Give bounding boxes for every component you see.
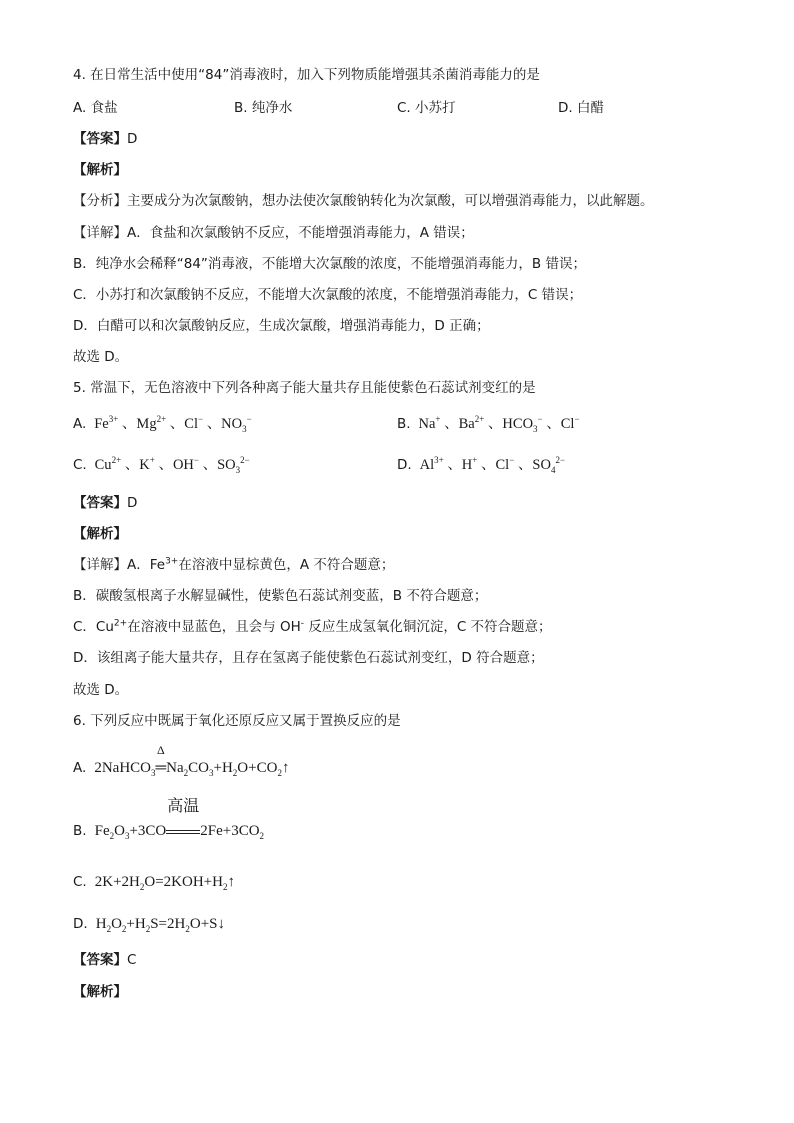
answer-label: 【答案】 [73, 952, 127, 968]
q4-detail-a: 【详解】A．食盐和次氯酸钠不反应，不能增强消毒能力，A 错误； [73, 225, 474, 241]
q5-conclusion: 故选 D。 [73, 682, 129, 698]
q5-detail-c [73, 617, 552, 637]
q4-option-a: A. 食盐 [73, 100, 118, 116]
equation: 2NaHCO$_3$ Δ $═Na_2CO_3+H_2O+CO_2↑$ [90, 743, 290, 778]
option-letter: B. [397, 416, 411, 432]
q6-option-b [73, 796, 265, 841]
equation: $H_2O_2+H_2S=2H_2O+S↓$ [91, 916, 225, 934]
option-letter: B. [73, 823, 87, 839]
q4-answer-line [73, 129, 137, 149]
q6-answer-value: C [127, 952, 137, 968]
q4-stem: 4. 在日常生活中使用“84”消毒液时，加入下列物质能增强其杀菌消毒能力的是 [73, 67, 540, 83]
text: C．Cu [73, 619, 114, 635]
q5-option-c [73, 455, 250, 475]
option-letter: A. [73, 416, 87, 432]
high-temp-label: 高温 [167, 796, 200, 815]
q5-analysis-label: 【解析】 [73, 526, 127, 542]
superscript: 2+ [113, 618, 128, 629]
q6-analysis-label: 【解析】 [73, 984, 127, 1000]
option-letter: D. [397, 457, 412, 473]
text: 在溶液中显棕黄色，A 不符合题意； [178, 557, 395, 573]
q6-stem: 6. 下列反应中既属于氧化还原反应又属于置换反应的是 [73, 713, 401, 729]
ion-formula: Na+ 、$Ba^{2+}$ 、$HCO_3^-$ 、Cl− [414, 414, 580, 434]
q6-answer-line [73, 950, 136, 970]
q5-detail-b: B．碳酸氢根离子水解显碱性，使紫色石蕊试剂变蓝，B 不符合题意； [73, 588, 488, 604]
q6-option-c [73, 872, 235, 892]
q5-detail-a [73, 555, 394, 575]
text: 在溶液中显蓝色，且会与 OH [127, 619, 301, 635]
q5-answer-value: D [127, 495, 138, 511]
q5-option-b [397, 414, 580, 434]
q5-stem: 5. 常温下，无色溶液中下列各种离子能大量共存且能使紫色石蕊试剂变红的是 [73, 380, 536, 396]
ion-formula: $Fe^{3+}$ 、$Mg^{2+}$ 、Cl− 、$NO_3^-$ [90, 414, 252, 434]
text: 反应生成氢氧化铜沉淀，C 不符合题意； [304, 619, 552, 635]
q5-answer-line [73, 493, 137, 513]
q4-detail-c: C．小苏打和次氯酸钠不反应，不能增大次氯酸的浓度，不能增强消毒能力，C 错误； [73, 287, 583, 303]
ion-formula: $Cu^{2+}$ 、K+ 、OH− 、$SO_3^{2-}$ [91, 455, 250, 475]
q4-conclusion: 故选 D。 [73, 349, 129, 365]
q6-option-a [73, 743, 290, 778]
text: 【详解】A．Fe [73, 557, 166, 573]
q5-option-a [73, 414, 252, 434]
q5-option-d [397, 455, 565, 475]
reaction-condition: Δ ═ [155, 743, 167, 776]
q4-option-c: C. 小苏打 [397, 100, 456, 116]
option-letter: C. [73, 874, 87, 890]
q4-answer-value: D [127, 131, 138, 147]
q4-fenxi: 【分析】主要成分为次氯酸钠，想办法使次氯酸钠转化为次氯酸，可以增强消毒能力，以此解题。 [73, 193, 654, 209]
equation: $Fe_2O_3+3CO$ 高温 $2Fe+3CO_2$ [90, 796, 265, 841]
q4-detail-d: D．白醋可以和次氯酸钠反应，生成次氯酸，增强消毒能力，D 正确； [73, 318, 490, 334]
q4-option-d: D. 白醋 [558, 100, 604, 116]
superscript: 3+ [165, 556, 179, 567]
answer-label: 【答案】 [73, 131, 127, 147]
option-letter: C. [73, 457, 87, 473]
ion-formula: $Al^{3+}$ 、H+ 、Cl− 、$SO_4^{2-}$ [415, 455, 566, 475]
answer-label: 【答案】 [73, 495, 127, 511]
reaction-condition [166, 796, 200, 841]
equation: $2K+2H_2O=2KOH+H_2↑$ [91, 874, 235, 892]
option-letter: D. [73, 916, 88, 932]
heat-symbol: Δ [156, 743, 165, 757]
q4-detail-b: B．纯净水会稀释“84”消毒液，不能增大次氯酸的浓度，不能增强消毒能力，B 错误； [73, 256, 586, 272]
option-letter: A. [73, 760, 87, 776]
superscript: - [300, 618, 305, 629]
q6-option-d [73, 914, 225, 934]
q5-detail-d: D．该组离子能大量共存，且存在氢离子能使紫色石蕊试剂变红，D 符合题意； [73, 650, 544, 666]
q4-option-b: B. 纯净水 [234, 100, 293, 116]
q4-analysis-label: 【解析】 [73, 162, 127, 178]
